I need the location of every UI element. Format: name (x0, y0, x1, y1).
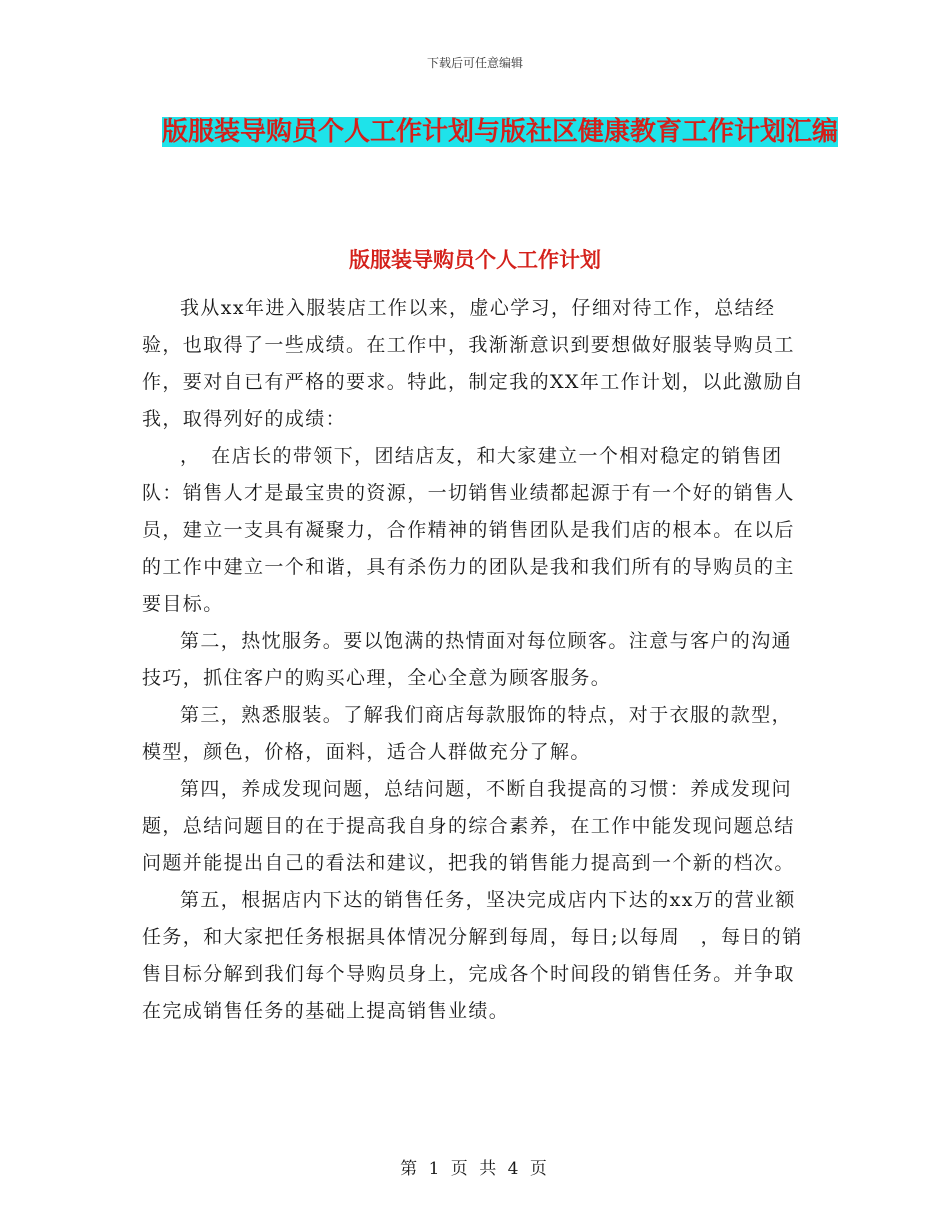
paragraph-first: ， 在店长的带领下，团结店友，和大家建立一个相对稳定的销售团队：销售人才是最宝贵的资源，一切销售业绩都起源于有一个好的销售人员，建立一支具有凝聚力，合作精神的销售团队是我们店的根本。在以后的工作中建立一个和谐，具有杀伤力的团队是我和我们所有的导购员的主要目标。 (142, 445, 795, 615)
document-title-text: 版服装导购员个人工作计划与版社区健康教育工作计划汇编 (161, 117, 838, 147)
paragraph-second: 第二，热忱服务。要以饱满的热情面对每位顾客。注意与客户的沟通技巧，抓住客户的购买心理，全心全意为顾客服务。 (142, 630, 793, 689)
paragraph-fifth: 第五，根据店内下达的销售任务，坚决完成店内下达的xx万的营业额任务，和大家把任务根据具体情况分解到每周，每日;以每周 ，每日的销售目标分解到我们每个导购员身上，完成各个时间段的销售任务。并争取在完成销售任务的基础上提高销售业绩。 (142, 889, 803, 1022)
paragraph-fourth: 第四，养成发现问题，总结问题，不断自我提高的习惯：养成发现问题，总结问题目的在于提高我自身的综合素养，在工作中能发现问题总结问题并能提出自己的看法和建议，把我的销售能力提高到一个新的档次。 (142, 778, 795, 874)
section-title: 版服装导购员个人工作计划 (349, 248, 601, 272)
page-footer: 第 1 页 共 4 页 (400, 1159, 550, 1179)
paragraph-third: 第三，熟悉服装。了解我们商店每款服饰的特点，对于衣服的款型，模型，颜色，价格，面料，适合人群做充分了解。 (142, 704, 793, 763)
paragraph-intro: 我从xx年进入服装店工作以来，虚心学习，仔细对待工作，总结经验，也取得了一些成绩。在工作中，我渐渐意识到要想做好服装导购员工作，要对自已有严格的要求。特此，制定我的XX年工作计划，以此激励自我，取得列好的成绩： (142, 297, 805, 430)
body-text (142, 290, 812, 1030)
document-title (160, 108, 840, 156)
header-note: 下载后可任意编辑 (426, 56, 523, 70)
